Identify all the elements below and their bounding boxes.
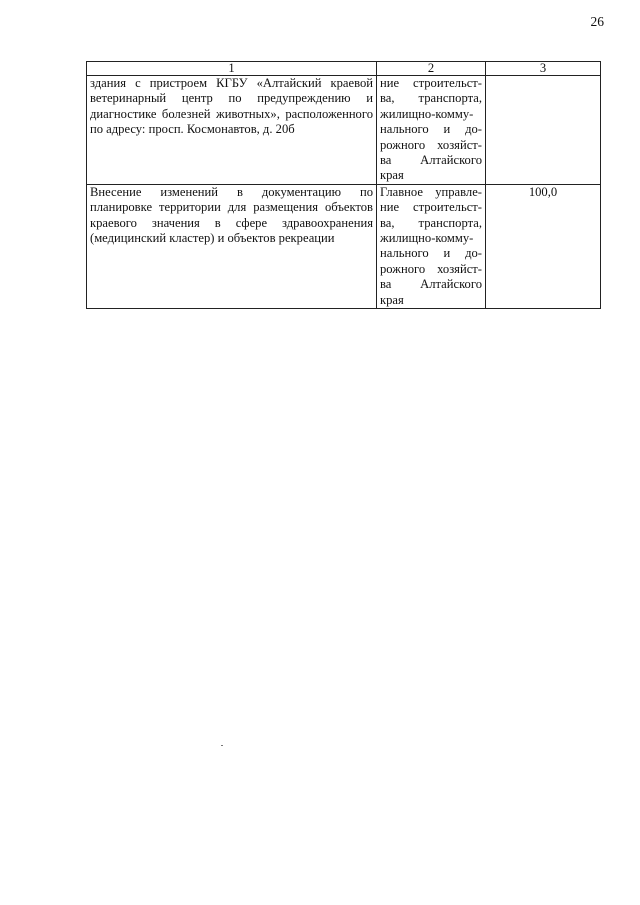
- executor-line: нального и до-: [380, 246, 482, 261]
- page-number: 26: [590, 14, 604, 29]
- executor-line: края: [380, 168, 404, 183]
- row-executor: [377, 76, 486, 185]
- executor-line: ва Алтайского: [380, 277, 482, 292]
- executor-line: жилищно-комму-: [380, 106, 474, 121]
- row-executor: [377, 184, 486, 308]
- executor-line: нального и до-: [380, 122, 482, 137]
- budget-table: [86, 61, 601, 309]
- executor-line: ва Алтайского: [380, 153, 482, 168]
- executor-line: рожного хозяйст-: [380, 261, 482, 276]
- column-header-1: 1: [87, 62, 377, 76]
- executor-line: рожного хозяйст-: [380, 137, 482, 152]
- scan-speck: [221, 745, 223, 746]
- executor-line: ние строительст-: [380, 76, 482, 90]
- executor-line: ние строительст-: [380, 200, 482, 215]
- table-row: [87, 184, 601, 308]
- header-row: [87, 62, 601, 76]
- row-description: Внесение изменений в документацию по планировке территории для размещения объектов краевого значения в сфере здравоохранения (медицинский кластер) и объектов рекреации: [87, 184, 377, 308]
- column-header-2: 2: [377, 62, 486, 76]
- row-description: здания с пристроем КГБУ «Алтайский краевой ветеринарный центр по предупреждению и диагностике болезней животных», расположенного по адресу: просп. Космонавтов, д. 20б: [87, 76, 377, 185]
- executor-line: жилищно-комму-: [380, 231, 474, 246]
- executor-line: Главное управле-: [380, 184, 482, 199]
- executor-line: ва, транспорта,: [380, 91, 482, 106]
- row-amount: 100,0: [486, 184, 601, 308]
- executor-line: ва, транспорта,: [380, 215, 482, 230]
- column-header-3: 3: [486, 62, 601, 76]
- table-row: [87, 76, 601, 185]
- row-amount: [486, 76, 601, 185]
- executor-line: края: [380, 292, 404, 307]
